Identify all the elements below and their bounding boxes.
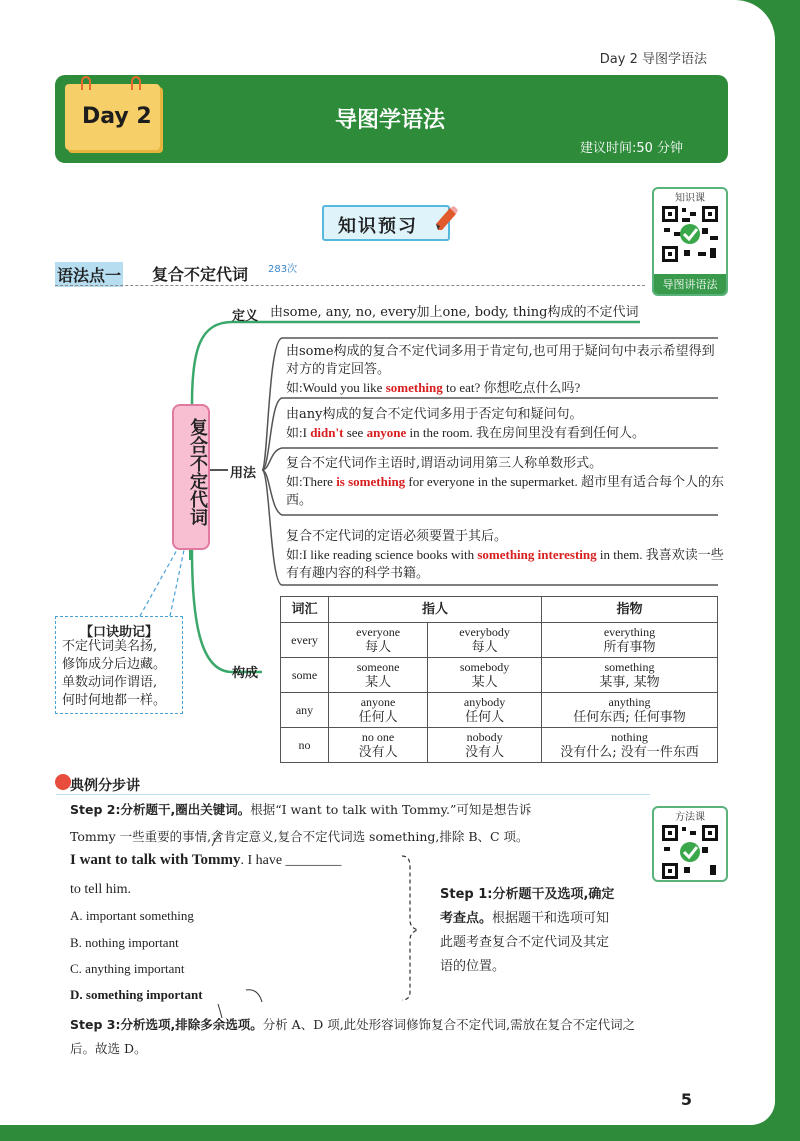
cell-en: someone — [356, 660, 400, 674]
example-mid: see — [343, 425, 367, 440]
mindmap-center-label: 复合不定代词 — [187, 418, 208, 526]
example-prefix: 如:I like reading science books with — [286, 547, 478, 562]
cell-zh: 某人 — [365, 675, 392, 690]
step3-text: 分析 A、D 项,此处形容词修饰复合不定代词,需放在复合不定代词之 — [262, 1017, 636, 1032]
cell-en: no one — [361, 730, 395, 744]
cell-zh: 某人 — [471, 675, 498, 690]
cell-zh: 没有人 — [358, 745, 398, 760]
step2-text-2: Tommy 一些重要的事情,含肯定意义,复合不定代词选 something,排除 B、C 项。 — [70, 829, 529, 844]
cell-en: nobody — [466, 730, 503, 744]
mnemonic-line: 不定代词美名扬, — [62, 639, 158, 654]
page-number: 5 — [680, 1090, 692, 1109]
cell-zh: 某事, 某物 — [599, 675, 660, 690]
step3 — [70, 1016, 730, 1058]
definition-label: 定义 — [232, 309, 259, 324]
step1 — [440, 883, 620, 979]
table-cell: any — [281, 693, 329, 728]
step1-label: Step 1:分析题干及选项,确定考查点。 — [440, 887, 615, 926]
example-prefix: 如:There — [286, 474, 337, 489]
mnemonic-line: 何时何地都一样。 — [62, 693, 167, 708]
mnemonic-line: 修饰成分后边藏。 — [62, 657, 167, 672]
step1-text: 根据题干和选项可知此题考查复合不定代词及其定语的位置。 — [440, 911, 610, 974]
cell-zh: 没有什么; 没有一件东西 — [560, 745, 699, 760]
mnemonic-title: 【口诀助记】 — [79, 625, 158, 640]
usage-rule: 复合不定代词的定语必须要置于其后。 — [286, 529, 508, 544]
section-title: 知识预习 — [338, 216, 418, 237]
table-cell: some — [281, 658, 329, 693]
cell-en: somebody — [459, 660, 510, 674]
question-line-2: to tell him. — [70, 882, 132, 897]
cell-en: anything — [608, 695, 651, 709]
usage-label: 用法 — [230, 466, 257, 481]
usage-rule: 由some构成的复合不定代词多用于肯定句,也可用于疑问句中表示希望得到对方的肯定回答。 — [286, 344, 715, 377]
table-cell: every — [281, 623, 329, 658]
question-keyword: I want to talk with Tommy — [70, 852, 241, 868]
step2-label: Step 2:分析题干,圈出关键词。 — [70, 802, 251, 817]
qr-label: 导图讲语法 — [654, 274, 726, 294]
cell-zh: 任何人 — [465, 710, 505, 725]
step3-label: Step 3:分析选项,排除多余选项。 — [70, 1017, 263, 1032]
cell-en: everything — [603, 625, 656, 639]
cell-zh: 每人 — [471, 640, 498, 655]
option-b: B. nothing important — [70, 935, 179, 950]
example-highlight: something interesting — [477, 547, 597, 562]
day-label: Day 2 — [82, 104, 152, 129]
example-highlight: is something — [336, 474, 406, 489]
table-header: 指人 — [329, 597, 542, 623]
example-suffix: in the room. 我在房间里没有看到任何人。 — [406, 425, 645, 440]
exam-frequency: 283次 — [268, 264, 298, 275]
cell-en: anybody — [463, 695, 506, 709]
option-a: A. important something — [70, 908, 194, 923]
table-header: 词汇 — [281, 597, 329, 623]
example-highlight: didn't — [310, 425, 344, 440]
mnemonic-line: 单数动词作谓语, — [62, 675, 158, 690]
cell-en: anyone — [360, 695, 396, 709]
cell-en: everybody — [459, 625, 510, 639]
running-header: Day 2 导图学语法 — [599, 52, 707, 67]
example-heading: 典例分步讲 — [70, 778, 140, 794]
example-prefix: 如:Would you like — [286, 380, 386, 395]
example-suffix: to eat? 你想吃点什么吗? — [442, 380, 581, 395]
step2-text: 根据“I want to talk with Tommy.”可知是想告诉 — [250, 802, 532, 817]
question-blank: . I have ________ — [240, 853, 342, 868]
usage-rule: 复合不定代词作主语时,谓语动词用第三人称单数形式。 — [286, 456, 603, 471]
grammar-point-tag: 语法点一 — [55, 262, 123, 287]
qr-caption: 方法课 — [675, 812, 705, 823]
cell-en: nothing — [611, 730, 648, 744]
qr-caption: 知识课 — [675, 193, 705, 204]
example-suffix: for everyone in the supermarket. 超市里有适合每个人的东西。 — [286, 474, 724, 507]
example-suffix: in them. 我喜欢读一些有有趣内容的科学书籍。 — [286, 547, 724, 580]
example-highlight-2: anyone — [366, 425, 407, 440]
usage-rule: 由any构成的复合不定代词多用于否定句和疑问句。 — [286, 407, 583, 422]
suggested-time: 建议时间:50 分钟 — [579, 141, 683, 156]
grammar-point-title: 复合不定代词 — [152, 265, 249, 284]
table-cell: no — [281, 728, 329, 763]
definition-text: 由some, any, no, every加上one, body, thing构成的不定代词 — [270, 305, 639, 320]
cell-en: everyone — [356, 625, 401, 639]
cell-zh: 每人 — [365, 640, 392, 655]
cell-zh: 所有事物 — [603, 640, 656, 655]
banner-title: 导图学语法 — [334, 108, 445, 133]
table-header: 指物 — [542, 597, 718, 623]
option-d: D. something important — [70, 987, 203, 1002]
cell-zh: 任何东西; 任何事物 — [573, 710, 686, 725]
step3-text-2: 后。故选 D。 — [70, 1041, 147, 1056]
cell-zh: 没有人 — [465, 745, 505, 760]
option-c: C. anything important — [70, 961, 185, 976]
example-highlight: something — [385, 380, 443, 395]
cell-en: something — [604, 660, 655, 674]
cell-zh: 任何人 — [358, 710, 398, 725]
composition-label: 构成 — [232, 666, 259, 681]
example-prefix: 如:I — [286, 425, 311, 440]
